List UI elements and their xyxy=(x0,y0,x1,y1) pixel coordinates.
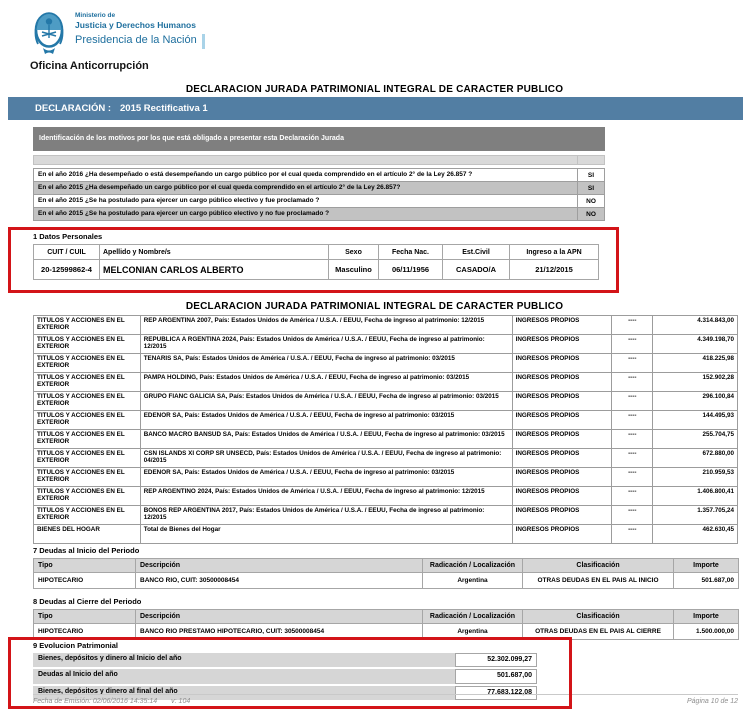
col-tipo: Tipo xyxy=(34,559,136,573)
asset-amount: 152.902,28 xyxy=(652,373,737,391)
motive-question: En el año 2015 ¿Se ha postulado para ejercer un cargo público electivo y no fue proclamado ? xyxy=(38,210,330,217)
document-title: DECLARACION JURADA PATRIMONIAL INTEGRAL DE CARACTER PUBLICO xyxy=(185,84,564,95)
asset-description: EDENOR SA, País: Estados Unidos de América / U.S.A. / EEUU, Fecha de ingreso al patrimonio: 03/2015 xyxy=(140,411,512,429)
table-row xyxy=(34,353,737,372)
table-row xyxy=(34,505,737,524)
asset-type: TITULOS Y ACCIONES EN EL EXTERIOR xyxy=(37,374,125,389)
asset-dash: ---- xyxy=(611,316,652,334)
deudas-inicio-title: 7 Deudas al Inicio del Periodo xyxy=(33,546,140,555)
asset-dash: ---- xyxy=(611,392,652,410)
asset-description: REPUBLICA A RGENTINA 2024, País: Estados Unidos de América / U.S.A. / EEUU, Fecha de ingreso al patrimonio: 12/2015 xyxy=(140,335,512,353)
motive-answer: SI xyxy=(577,169,604,181)
asset-origin: INGRESOS PROPIOS xyxy=(512,316,612,334)
table-header-row xyxy=(34,610,739,624)
motives-section xyxy=(33,127,605,221)
deuda-clasificacion: OTRAS DEUDAS EN EL PAIS AL INICIO xyxy=(523,573,674,589)
asset-origin: INGRESOS PROPIOS xyxy=(512,525,612,543)
emission-date: Fecha de Emisión: 02/06/2016 14:35:14 xyxy=(33,698,158,705)
page-indicator: Página 10 de 12 xyxy=(687,698,738,705)
motive-row xyxy=(33,168,605,182)
deuda-importe: 1.500.000,00 xyxy=(674,624,739,640)
declaration-label: DECLARACIÓN : xyxy=(35,103,111,114)
asset-dash: ---- xyxy=(611,487,652,505)
col-cuit: CUIT / CUIL xyxy=(34,245,100,260)
asset-amount: 255.704,75 xyxy=(652,430,737,448)
ministry-name xyxy=(75,8,205,49)
col-tipo: Tipo xyxy=(34,610,136,624)
evolucion-value: 501.687,00 xyxy=(455,669,537,683)
motive-question: En el año 2016 ¿Ha desempeñado o está desempeñando un cargo público por el cual queda comprendido en el artículo 2° de la Ley 26.857 ? xyxy=(38,171,473,178)
table-row xyxy=(34,486,737,505)
asset-amount: 1.406.800,41 xyxy=(652,487,737,505)
motive-question: En el año 2015 ¿Se ha postulado para ejercer un cargo público electivo y fue proclamado ? xyxy=(38,197,320,204)
motive-answer: SI xyxy=(577,182,604,194)
deudas-inicio-table xyxy=(33,558,739,589)
table-row xyxy=(34,391,737,410)
asset-dash: ---- xyxy=(611,468,652,486)
datos-personales-section xyxy=(33,232,598,280)
asset-amount: 4.349.198,70 xyxy=(652,335,737,353)
asset-origin: INGRESOS PROPIOS xyxy=(512,449,612,467)
table-row xyxy=(34,260,599,280)
table-row xyxy=(34,448,737,467)
table-row xyxy=(34,573,739,589)
table-row xyxy=(34,316,737,334)
asset-origin: INGRESOS PROPIOS xyxy=(512,468,612,486)
table-row xyxy=(34,624,739,640)
motives-section-header: Identificación de los motivos por los que está obligado a presentar esta Declaración Jurada xyxy=(33,127,605,151)
deuda-descripcion: BANCO RIO PRESTAMO HIPOTECARIO, CUIT: 30500008454 xyxy=(136,624,423,640)
table-row xyxy=(34,372,737,391)
asset-description: BONOS REP ARGENTINA 2017, País: Estados Unidos de América / U.S.A. / EEUU, Fecha de ingreso al patrimonio: 12/2015 xyxy=(140,506,512,524)
fecha-nac-value: 06/11/1956 xyxy=(379,260,443,280)
asset-description: TENARIS SA, País: Estados Unidos de América / U.S.A. / EEUU, Fecha de ingreso al patrimonio: 03/2015 xyxy=(140,354,512,372)
emission-info xyxy=(33,698,190,705)
asset-description: BANCO MACRO BANSUD SA, País: Estados Unidos de América / U.S.A. / EEUU, Fecha de ingreso al patrimonio: 03/2015 xyxy=(140,430,512,448)
asset-description: Total de Bienes del Hogar xyxy=(140,525,512,543)
datos-personales-title: 1 Datos Personales xyxy=(33,232,103,241)
asset-dash: ---- xyxy=(611,430,652,448)
office-title: Oficina Anticorrupción xyxy=(30,60,149,72)
asset-origin: INGRESOS PROPIOS xyxy=(512,506,612,524)
version-number: v: 104 xyxy=(171,698,191,705)
evolucion-row xyxy=(33,653,537,667)
datos-personales-table xyxy=(33,244,599,280)
asset-type: TITULOS Y ACCIONES EN EL EXTERIOR xyxy=(37,317,125,332)
evolucion-value: 77.683.122,08 xyxy=(455,686,537,700)
asset-dash: ---- xyxy=(611,411,652,429)
asset-amount: 4.314.843,00 xyxy=(652,316,737,334)
motives-blank-row xyxy=(33,155,605,165)
col-importe: Importe xyxy=(674,610,739,624)
col-clasificacion: Clasificación xyxy=(523,610,674,624)
col-clasificacion: Clasificación xyxy=(523,559,674,573)
asset-type: TITULOS Y ACCIONES EN EL EXTERIOR xyxy=(37,450,125,465)
evolucion-row xyxy=(33,669,537,683)
asset-origin: INGRESOS PROPIOS xyxy=(512,430,612,448)
table-header-row xyxy=(34,559,739,573)
ministry-line2: Justicia y Derechos Humanos xyxy=(75,19,196,30)
asset-dash: ---- xyxy=(611,506,652,524)
table-row xyxy=(34,429,737,448)
col-descripcion: Descripción xyxy=(136,559,423,573)
col-radicacion: Radicación / Localización xyxy=(423,559,523,573)
asset-description: GRUPO FIANC GALICIA SA, País: Estados Unidos de América / U.S.A. / EEUU, Fecha de ingreso al patrimonio: 03/2015 xyxy=(140,392,512,410)
deuda-clasificacion: OTRAS DEUDAS EN EL PAIS AL CIERRE xyxy=(523,624,674,640)
col-importe: Importe xyxy=(674,559,739,573)
motive-question: En el año 2015 ¿Ha desempeñado un cargo público por el cual queda comprendido en el artículo 2° de la Ley 26.857? xyxy=(38,184,401,191)
deudas-cierre-section xyxy=(33,597,738,640)
asset-type: TITULOS Y ACCIONES EN EL EXTERIOR xyxy=(37,393,125,408)
col-est-civil: Est.Civil xyxy=(443,245,510,260)
asset-type: TITULOS Y ACCIONES EN EL EXTERIOR xyxy=(37,431,125,446)
asset-origin: INGRESOS PROPIOS xyxy=(512,354,612,372)
evolucion-patrimonial-section xyxy=(33,641,537,702)
asset-type: TITULOS Y ACCIONES EN EL EXTERIOR xyxy=(37,355,125,370)
asset-amount: 144.495,93 xyxy=(652,411,737,429)
asset-type: TITULOS Y ACCIONES EN EL EXTERIOR xyxy=(37,507,125,522)
col-fecha-nac: Fecha Nac. xyxy=(379,245,443,260)
asset-type: TITULOS Y ACCIONES EN EL EXTERIOR xyxy=(37,469,125,484)
evolucion-title: 9 Evolucion Patrimonial xyxy=(33,641,119,650)
asset-origin: INGRESOS PROPIOS xyxy=(512,411,612,429)
deuda-radicacion: Argentina xyxy=(423,573,523,589)
asset-description: PAMPA HOLDING, País: Estados Unidos de América / U.S.A. / EEUU, Fecha de ingreso al patrimonio: 03/2015 xyxy=(140,373,512,391)
motive-row xyxy=(33,195,605,208)
asset-origin: INGRESOS PROPIOS xyxy=(512,335,612,353)
col-nombre: Apellido y Nombre/s xyxy=(100,245,329,260)
motive-row xyxy=(33,208,605,221)
cuit-value: 20-12599862-4 xyxy=(34,260,100,280)
motive-answer: NO xyxy=(577,208,604,220)
table-row xyxy=(34,467,737,486)
nombre-value: MELCONIAN CARLOS ALBERTO xyxy=(100,260,329,280)
deudas-inicio-section xyxy=(33,546,738,589)
asset-type: TITULOS Y ACCIONES EN EL EXTERIOR xyxy=(37,488,125,503)
motive-answer: NO xyxy=(577,195,604,207)
evolucion-label: Bienes, depósitos y dinero al Inicio del año xyxy=(33,653,455,667)
asset-dash: ---- xyxy=(611,449,652,467)
page-footer xyxy=(33,694,738,705)
table-row xyxy=(34,524,737,543)
ministry-line1: Ministerio de xyxy=(75,12,116,19)
deuda-radicacion: Argentina xyxy=(423,624,523,640)
deuda-tipo: HIPOTECARIO xyxy=(34,573,136,589)
asset-dash: ---- xyxy=(611,335,652,353)
asset-amount: 418.225,98 xyxy=(652,354,737,372)
asset-dash: ---- xyxy=(611,354,652,372)
table-row xyxy=(34,334,737,353)
asset-description: REP ARGENTINO 2024, País: Estados Unidos de América / U.S.A. / EEUU, Fecha de ingreso al patrimonio: 12/2015 xyxy=(140,487,512,505)
patrimonio-table xyxy=(33,315,738,544)
asset-origin: INGRESOS PROPIOS xyxy=(512,487,612,505)
deuda-descripcion: BANCO RIO, CUIT: 30500008454 xyxy=(136,573,423,589)
table-row xyxy=(34,410,737,429)
asset-type: TITULOS Y ACCIONES EN EL EXTERIOR xyxy=(37,336,125,351)
col-descripcion: Descripción xyxy=(136,610,423,624)
evolucion-label: Deudas al Inicio del año xyxy=(33,669,455,683)
est-civil-value: CASADO/A xyxy=(443,260,510,280)
ingreso-apn-value: 21/12/2015 xyxy=(510,260,599,280)
asset-description: EDENOR SA, País: Estados Unidos de América / U.S.A. / EEUU, Fecha de ingreso al patrimonio: 03/2015 xyxy=(140,468,512,486)
asset-amount: 1.357.705,24 xyxy=(652,506,737,524)
declaration-year-bar xyxy=(8,97,743,120)
asset-dash: ---- xyxy=(611,373,652,391)
deudas-cierre-table xyxy=(33,609,739,640)
asset-amount: 462.630,45 xyxy=(652,525,737,543)
col-ingreso-apn: Ingreso a la APN xyxy=(510,245,599,260)
evolucion-value: 52.302.099,27 xyxy=(455,653,537,667)
asset-description: CSN ISLANDS XI CORP SR UNSECD, País: Estados Unidos de América / U.S.A. / EEUU, Fecha de ingreso al patrimonio: 04/2015 xyxy=(140,449,512,467)
col-radicacion: Radicación / Localización xyxy=(423,610,523,624)
motive-row xyxy=(33,182,605,195)
deuda-importe: 501.687,00 xyxy=(674,573,739,589)
asset-amount: 672.880,00 xyxy=(652,449,737,467)
col-sexo: Sexo xyxy=(329,245,379,260)
table-header-row xyxy=(34,245,599,260)
asset-amount: 210.959,53 xyxy=(652,468,737,486)
deudas-cierre-title: 8 Deudas al Cierre del Periodo xyxy=(33,597,142,606)
evolucion-label: Bienes, depósitos y dinero al final del año xyxy=(33,686,455,700)
asset-origin: INGRESOS PROPIOS xyxy=(512,392,612,410)
ministry-logo-block xyxy=(30,8,205,58)
asset-amount: 296.100,84 xyxy=(652,392,737,410)
sexo-value: Masculino xyxy=(329,260,379,280)
document-title-secondary: DECLARACION JURADA PATRIMONIAL INTEGRAL DE CARACTER PUBLICO xyxy=(185,301,564,312)
asset-type: TITULOS Y ACCIONES EN EL EXTERIOR xyxy=(37,412,125,427)
asset-origin: INGRESOS PROPIOS xyxy=(512,373,612,391)
deuda-tipo: HIPOTECARIO xyxy=(34,624,136,640)
ministry-line3: Presidencia de la Nación xyxy=(75,34,205,49)
argentina-coat-of-arms-icon xyxy=(30,8,68,58)
declaration-value: 2015 Rectificativa 1 xyxy=(120,103,208,114)
asset-description: REP ARGENTINA 2007, País: Estados Unidos de América / U.S.A. / EEUU, Fecha de ingreso al patrimonio: 12/2015 xyxy=(140,316,512,334)
asset-type: BIENES DEL HOGAR xyxy=(37,526,100,533)
asset-dash: ---- xyxy=(611,525,652,543)
